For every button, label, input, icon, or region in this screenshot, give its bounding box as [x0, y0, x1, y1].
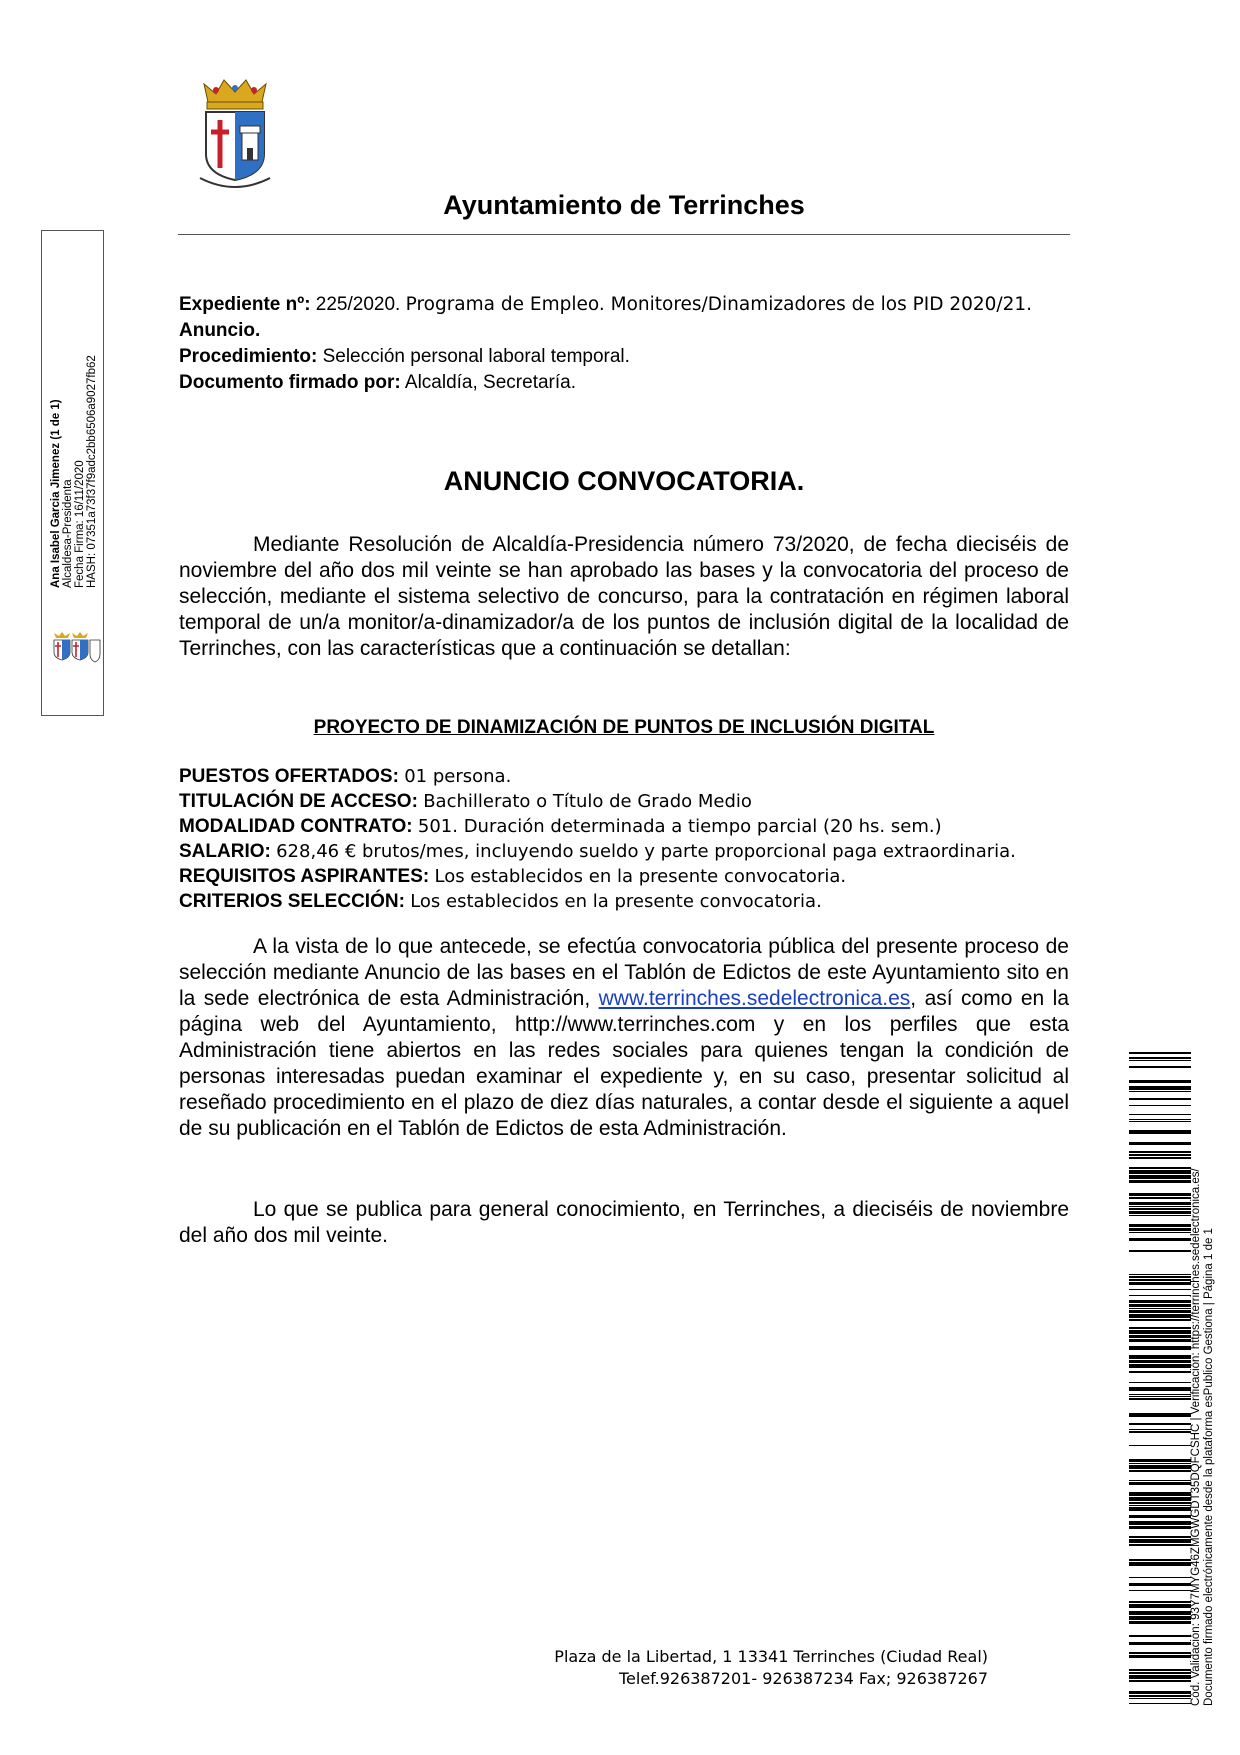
offer-details [179, 764, 1069, 914]
validation-text [1190, 1106, 1216, 1706]
detail-criterios [179, 889, 1069, 914]
intro-paragraph: Mediante Resolución de Alcaldía-Presidencia número 73/2020, de fecha dieciséis de noviembre del año dos mil veinte se han aprobado las bases y la convocatoria del proceso de selección, mediante el sistema selectivo de concurso, para la contratación en régimen laboral temporal de un/a monitor/a-dinamizador/a de los puntos de inclusión digital de la localidad de Terrinches, con las características que a continuación se detallan: [179, 533, 1069, 660]
detail-label: TITULACIÓN DE ACCESO: [179, 791, 418, 812]
detail-requisitos [179, 864, 1069, 889]
signature-crest-icon [52, 632, 102, 666]
detail-label: SALARIO: [179, 841, 271, 862]
detail-puestos [179, 764, 1069, 789]
footer-address-line: Plaza de la Libertad, 1 13341 Terrinches (Ciudad Real) [554, 1647, 988, 1666]
detail-value: Bachillerato o Título de Grado Medio [423, 791, 752, 812]
signature-hash: HASH: 07351a73f37f9adc2bb6506a9027fb62 [86, 355, 98, 588]
validation-code-line: Cód. Validación: 93Y7MYG46ZMGWGDT35DQFCSHC | Verificación: https://terrinches.sedelectronica.es/ [1190, 1168, 1202, 1706]
procedimiento-value: Selección personal laboral temporal. [322, 346, 630, 367]
detail-label: REQUISITOS ASPIRANTES: [179, 866, 430, 887]
municipal-crest-icon [196, 74, 274, 190]
expediente-value: 225/2020. [315, 294, 401, 315]
publication-text-start: A la vista de lo que antecede, se efectúa convocatoria pública del presente proceso de selección mediante Anuncio de las bases en el Tablón de Edictos de este Ayuntamiento sito en la sede electrónica de esta Administración, [179, 935, 1069, 1010]
expediente-line [179, 292, 1069, 318]
detail-label: MODALIDAD CONTRATO: [179, 816, 413, 837]
signature-date: Fecha Firma: 16/11/2020 [74, 460, 86, 588]
expediente-label: Expediente nº: [179, 294, 311, 315]
detail-value: Los establecidos en la presente convocatoria. [434, 866, 847, 887]
procedimiento-label: Procedimiento: [179, 346, 318, 367]
municipality-title: Ayuntamiento de Terrinches [443, 190, 805, 220]
detail-modalidad [179, 814, 1069, 839]
detail-value: 01 persona. [404, 766, 512, 787]
firmado-line [179, 370, 1069, 396]
signature-stamp-text [50, 228, 98, 588]
footer-phones-line: Telef.926387201- 926387234 Fax; 926387267 [618, 1669, 988, 1688]
publication-text-end: , así como en la página web del Ayuntamiento, http://www.terrinches.com y en los perfiles que esta Administración tiene abiertos en las redes sociales para quienes tengan la condición de personas interesadas puedan examinar el expediente y, en su caso, presentar solicitud al reseñado procedimiento en el plazo de diez días naturales, a contar desde el siguiente a aquel de su publicación en el Tablón de Edictos de esta Administración. [179, 987, 1070, 1140]
detail-value: 501. Duración determinada a tiempo parcial (20 hs. sem.) [417, 816, 942, 837]
header-divider [178, 234, 1070, 235]
validation-platform-line: Documento firmado electrónicamente desde la plataforma esPublico Gestiona | Página 1 de 1 [1203, 1228, 1215, 1706]
detail-salario [179, 839, 1069, 864]
document-heading: ANUNCIO CONVOCATORIA. [443, 466, 805, 496]
detail-label: PUESTOS OFERTADOS: [179, 766, 399, 787]
detail-value: Los establecidos en la presente convocatoria. [410, 891, 822, 912]
document-metadata [179, 292, 1069, 396]
firmado-value: Alcaldía, Secretaría. [404, 372, 576, 393]
closing-paragraph: Lo que se publica para general conocimiento, en Terrinches, a dieciséis de noviembre del año dos mil veinte. [179, 1198, 1069, 1247]
anuncio-label: Anuncio. [179, 320, 261, 341]
expediente-description: Programa de Empleo. Monitores/Dinamizadores de los PID 2020/21. [405, 294, 1033, 315]
detail-label: CRITERIOS SELECCIÓN: [179, 891, 405, 912]
sede-electronica-link[interactable]: www.terrinches.sedelectronica.es [598, 987, 911, 1010]
barcode-icon [1129, 1052, 1191, 1704]
signer-role: Alcaldesa-Presidenta [62, 479, 74, 588]
procedimiento-line [179, 344, 1069, 370]
publication-paragraph [179, 934, 1069, 1142]
project-title: PROYECTO DE DINAMIZACIÓN DE PUNTOS DE INCLUSIÓN DIGITAL [313, 717, 935, 738]
signer-name: Ana Isabel Garcia Jimenez (1 de 1) [50, 399, 62, 588]
firmado-label: Documento firmado por: [179, 372, 401, 393]
detail-value: 628,46 € brutos/mes, incluyendo sueldo y parte proporcional paga extraordinaria. [276, 841, 1016, 862]
footer-address [500, 1646, 988, 1690]
detail-titulacion [179, 789, 1069, 814]
